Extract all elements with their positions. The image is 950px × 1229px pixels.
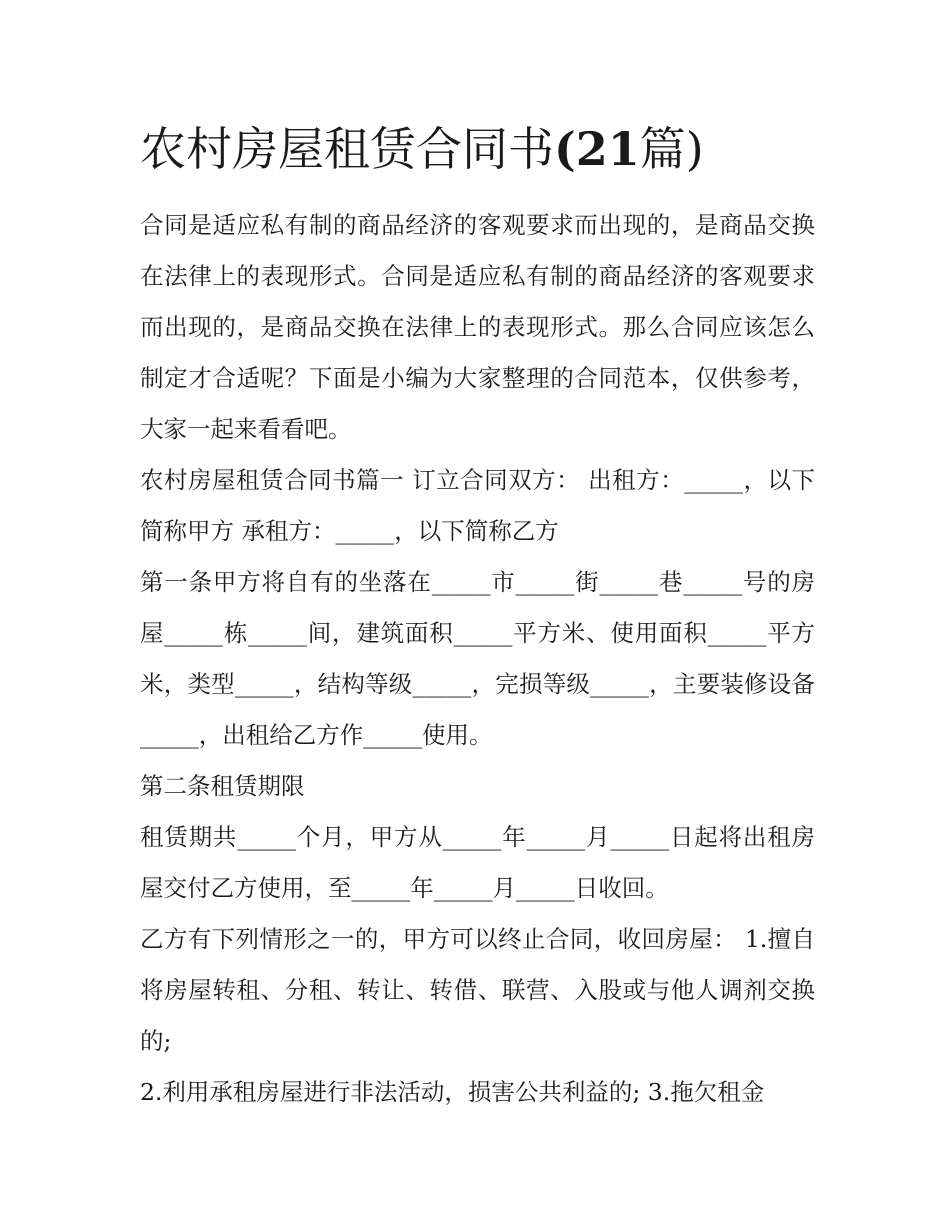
lease-term-paragraph: 租赁期共_____个月，甲方从_____年_____月_____日起将出租房屋交付乙方使用，至_____年_____月_____日收回。 bbox=[140, 823, 815, 902]
contract-parties-paragraph: 农村房屋租赁合同书篇一 订立合同双方： 出租方：_____，以下简称甲方 承租方：_____，以下简称乙方 bbox=[140, 466, 815, 545]
termination-items-paragraph: 2.利用承租房屋进行非法活动，损害公共利益的; 3.拖欠租金 bbox=[140, 1078, 765, 1106]
document-title bbox=[140, 118, 815, 180]
termination-paragraph: 乙方有下列情形之一的，甲方可以终止合同，收回房屋： 1.擅自将房屋转租、分租、转让、转借、联营、入股或与他人调剂交换的; bbox=[140, 925, 815, 1055]
article-one-paragraph: 第一条甲方将自有的坐落在_____市_____街_____巷_____号的房屋_____栋_____间，建筑面积_____平方米、使用面积_____平方米，类型_____，结构等级_____，完损等级_____，主要装修设备_____，出租给乙方作_____使用。 bbox=[140, 568, 815, 749]
intro-paragraph: 合同是适应私有制的商品经济的客观要求而出现的，是商品交换在法律上的表现形式。合同是适应私有制的商品经济的客观要求而出现的，是商品交换在法律上的表现形式。那么合同应该怎么制定才合适呢？下面是小编为大家整理的合同范本，仅供参考，大家一起来看看吧。 bbox=[140, 211, 815, 443]
document-page bbox=[140, 118, 815, 1118]
title-suffix: 篇) bbox=[639, 122, 704, 176]
article-two-heading: 第二条租赁期限 bbox=[140, 772, 305, 800]
title-count: (21 bbox=[554, 122, 640, 176]
title-text: 农村房屋租赁合同书 bbox=[140, 122, 554, 176]
